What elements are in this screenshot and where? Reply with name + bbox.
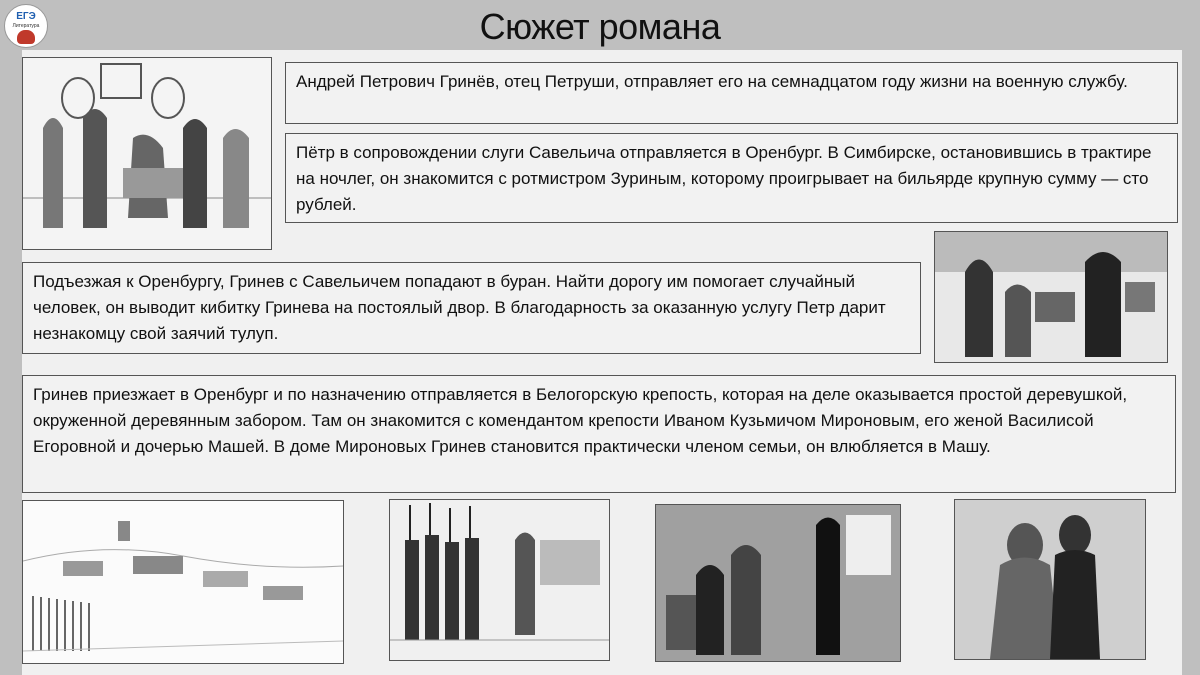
- illustration-fortress-village: [22, 500, 344, 664]
- illustration-inn: [934, 231, 1168, 363]
- plot-paragraph-1: Андрей Петрович Гринёв, отец Петруши, отправляет его на семнадцатом году жизни на военную службу.: [285, 62, 1178, 124]
- plot-paragraph-4: Гринев приезжает в Оренбург и по назначению отправляется в Белогорскую крепость, которая на деле оказывается простой деревушкой, окруженной деревянным забором. Там он знакомится с комендантом крепости Иваном Кузьмичом Мироновым, его женой Василисой Егоровной и дочерью Машей. В доме Мироновых Гринев становится практически членом семьи, он влюбляется в Машу.: [22, 375, 1176, 493]
- ege-logo: [4, 4, 48, 48]
- page-title: Сюжет романа: [479, 6, 721, 47]
- illustration-commandant-house: [655, 504, 901, 662]
- logo-subtext: Литература: [12, 23, 40, 29]
- illustration-masha-grinev: [954, 499, 1146, 660]
- illustration-soldiers: [389, 499, 610, 661]
- plot-paragraph-2: Пётр в сопровождении слуги Савельича отправляется в Оренбург. В Симбирске, остановившись в трактире на ночлег, он знакомится с ротмистром Зуриным, которому проигрывает на бильярде крупную сумму — сто рублей.: [285, 133, 1178, 223]
- illustration-family-farewell: [22, 57, 272, 250]
- owl-icon: [17, 30, 35, 44]
- plot-paragraph-3: Подъезжая к Оренбургу, Гринев с Савельичем попадают в буран. Найти дорогу им помогает случайный человек, он выводит кибитку Гринева на постоялый двор. В благодарность за оказанную услугу Петр дарит незнакомцу свой заячий тулуп.: [22, 262, 921, 354]
- logo-text: ЕГЭ: [16, 11, 36, 22]
